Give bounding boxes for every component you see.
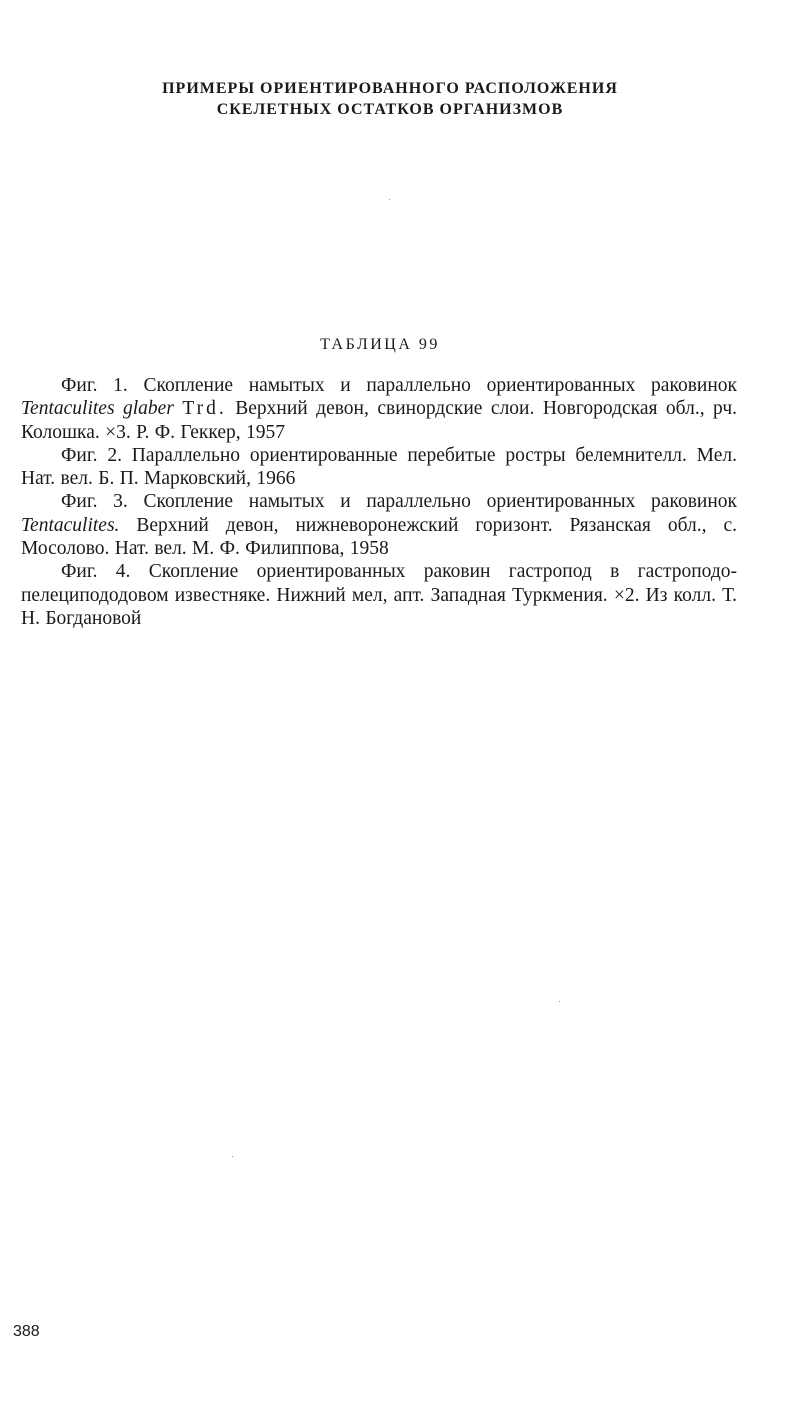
caption-fig-1-text: Фиг. 1. Скопление намытых и параллельно ориентированных раковинок: [61, 375, 737, 396]
caption-fig-3-taxon: Tentaculites.: [21, 514, 120, 536]
speck: [232, 1156, 233, 1157]
page-number: 388: [13, 1323, 40, 1340]
caption-fig-1-taxon: Tentaculites glaber: [21, 398, 174, 420]
speck: [389, 199, 390, 200]
page-title: [100, 78, 680, 120]
caption-fig-2: Фиг. 2. Параллельно ориентированные перебитые ростры белемнителл. Мел. Нат. вел. Б. П. Марковский, 1966: [21, 444, 737, 490]
caption-fig-3: [21, 490, 737, 560]
caption-fig-4: Фиг. 4. Скопление ориентированных раковин гастропод в гастроподо-пелеципододовом известняке. Нижний мел, апт. Западная Туркмения. ×2. Из колл. Т. Н. Богдановой: [21, 561, 737, 629]
title-line-2: СКЕЛЕТНЫХ ОСТАТКОВ ОРГАНИЗМОВ: [216, 101, 564, 118]
caption-fig-3-text: Фиг. 3. Скопление намытых и параллельно ориентированных раковинок: [61, 491, 737, 513]
title-line-1: ПРИМЕРЫ ОРИЕНТИРОВАННОГО РАСПОЛОЖЕНИЯ: [162, 80, 618, 97]
figure-captions: [21, 374, 737, 630]
caption-fig-1: [21, 374, 737, 444]
caption-fig-3-rest: Верхний девон, нижневоронежский горизонт. Рязанская обл., с. Мосолово. Нат. вел. М. Ф. Филиппова, 1958: [21, 514, 737, 560]
table-label: ТАБЛИЦА 99: [320, 336, 440, 353]
caption-fig-1-author: Trd.: [182, 398, 227, 420]
speck: [559, 1001, 560, 1002]
caption-fig-1-rest: Верхний девон, свинордские слои. Новгородская обл., рч. Колошка. ×3. Р. Ф. Геккер, 1957: [21, 398, 737, 443]
